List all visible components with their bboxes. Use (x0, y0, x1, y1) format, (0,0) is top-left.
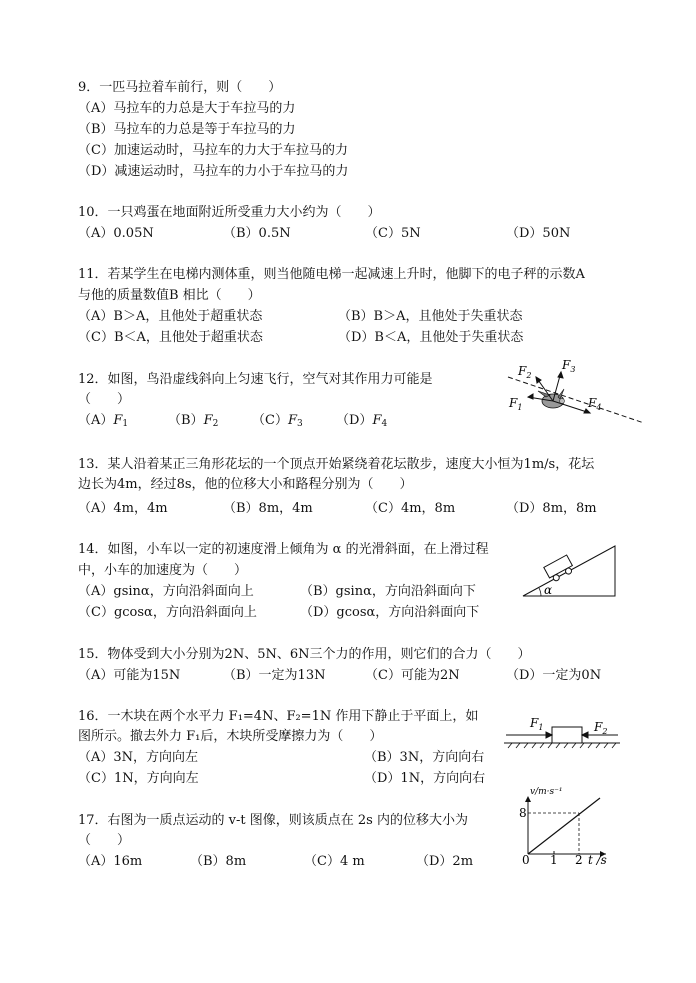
question-11-stem-line-1: 11．若某学生在电梯内测体重，则当他随电梯一起减速上升时，他脚下的电子秤的示数A (78, 267, 585, 282)
question-16-option-c: （C）1N，方向向左 (78, 771, 199, 786)
question-13-option-d: （D）8m，8m (506, 501, 597, 516)
question-12-option-d (336, 413, 387, 432)
question-16-option-d: （D）1N，方向向右 (364, 771, 486, 786)
question-16-stem-line-2: 图所示。撤去外力 F₁后，木块所受摩擦力为（ ） (78, 729, 383, 744)
question-13-stem-line-2: 边长为4m，经过8s，他的位移大小和路程分别为（ ） (78, 477, 413, 492)
question-14-stem-line-2: 中，小车的加速度为（ ） (78, 563, 248, 578)
question-12-stem-cont: （ ） (78, 392, 131, 407)
question-15-option-b: （B）一定为13N (223, 668, 326, 683)
label-f2: $F_2$ (518, 364, 532, 380)
velocity-line (528, 798, 600, 854)
question-15-option-d: （D）一定为0N (506, 668, 602, 683)
question-12-option-c (252, 413, 303, 432)
question-14-option-b: （B）gsinα，方向沿斜面向下 (300, 584, 476, 599)
label-f4: $F_4$ (588, 396, 602, 412)
block-forces-diagram (502, 713, 622, 755)
question-11-option-c: （C）B＜A，且他处于超重状态 (78, 330, 263, 345)
question-10-option-c: （C）5N (365, 226, 421, 241)
force-symbol: F (113, 413, 123, 428)
angle-alpha-label: α (544, 583, 553, 597)
force-subscript: 3 (296, 419, 303, 429)
t-axis-label: t /s (588, 853, 607, 867)
question-15-option-a: （A）可能为15N (78, 668, 181, 683)
cart-icon (544, 555, 575, 583)
question-11-option-d: （D）B＜A，且他处于失重状态 (338, 330, 524, 345)
force-subscript: 2 (212, 419, 219, 429)
question-9-option-c: （C）加速运动时，马拉车的力大于车拉马的力 (78, 143, 348, 158)
question-10-option-a: （A）0.05N (78, 226, 154, 241)
t-tick-2: 2 (575, 853, 583, 867)
question-14-stem-line-1: 14．如图，小车以一定的初速度滑上倾角为 α 的光滑斜面，在上滑过程 (78, 542, 489, 557)
option-prefix: （D） (336, 413, 373, 428)
t-tick-0: 0 (522, 853, 530, 867)
question-11-stem-line-2: 与他的质量数值B 相比（ ） (78, 288, 261, 303)
question-16-option-a: （A）3N，方向向左 (78, 750, 199, 765)
question-9-stem: 9．一匹马拉着车前行，则（ ） (78, 80, 282, 95)
flight-path-dashed-line (508, 377, 644, 423)
incline-cart-diagram (515, 540, 625, 602)
question-11-option-a: （A）B＞A，且他处于超重状态 (78, 309, 263, 324)
question-13-option-b: （B）8m，4m (223, 501, 313, 516)
force-symbol: F (287, 413, 297, 428)
question-17-option-b: （B）8m (190, 854, 247, 869)
question-10-option-b: （B）0.5N (223, 226, 291, 241)
question-9-option-d: （D）减速运动时，马拉车的力小于车拉马的力 (78, 164, 349, 179)
vt-graph (510, 784, 620, 868)
option-prefix: （B） (168, 413, 204, 428)
block-rect (552, 727, 582, 743)
question-17-option-d: （D）2m (416, 854, 474, 869)
question-10-stem: 10．一只鸡蛋在地面附近所受重力大小约为（ ） (78, 205, 381, 220)
ground-hatching (508, 743, 616, 748)
force-symbol: F (372, 413, 382, 428)
question-17-option-a: （A）16m (78, 854, 143, 869)
question-17-stem: 17．右图为一质点运动的 v-t 图像，则该质点在 2s 内的位移大小为 (78, 813, 468, 828)
question-12-option-a (78, 413, 128, 432)
question-10-option-d: （D）50N (506, 226, 571, 241)
force-subscript: 1 (122, 419, 129, 429)
angle-arc (539, 588, 541, 596)
bird-force-diagram (498, 355, 648, 427)
question-13-option-c: （C）4m，8m (365, 501, 456, 516)
question-12-stem: 12．如图，鸟沿虚线斜向上匀速飞行，空气对其作用力可能是 (78, 372, 433, 387)
force-subscript: 4 (381, 419, 388, 429)
force-symbol: F (203, 413, 213, 428)
label-f1: $F_1$ (509, 396, 523, 412)
question-16-stem-line-1: 16．一木块在两个水平力 F₁=4N、F₂=1N 作用下静止于平面上，如 (78, 709, 479, 724)
question-17-stem-cont: （ ） (78, 833, 131, 848)
question-11-option-b: （B）B＞A，且他处于失重状态 (338, 309, 523, 324)
option-prefix: （C） (252, 413, 288, 428)
question-14-option-d: （D）gcosα，方向沿斜面向下 (300, 605, 480, 620)
question-9-option-b: （B）马拉车的力总是等于车拉马的力 (78, 122, 296, 137)
label-f2: $F_2$ (594, 720, 608, 736)
question-16-option-b: （B）3N，方向向右 (364, 750, 485, 765)
question-15-stem: 15．物体受到大小分别为2N、5N、6N三个力的作用，则它们的合力（ ） (78, 647, 531, 662)
question-15-option-c: （C）可能为2N (365, 668, 460, 683)
question-13-option-a: （A）4m，4m (78, 501, 168, 516)
question-14-option-a: （A）gsinα，方向沿斜面向上 (78, 584, 254, 599)
v-axis-label: v/m·s⁻¹ (530, 787, 563, 797)
question-13-stem-line-1: 13．某人沿着某正三角形花坛的一个顶点开始紧绕着花坛散步，速度大小恒为1m/s，花坛 (78, 457, 595, 472)
question-12-option-b (168, 413, 218, 432)
question-14-option-c: （C）gcosα，方向沿斜面向上 (78, 605, 257, 620)
label-f1: $F_1$ (530, 716, 544, 732)
question-17-option-c: （C）4 m (304, 854, 365, 869)
v-tick-8: 8 (519, 806, 527, 820)
question-9-option-a: （A）马拉车的力总是大于车拉马的力 (78, 101, 296, 116)
label-f3: $F_3$ (562, 358, 576, 374)
t-tick-1: 1 (550, 853, 558, 867)
option-prefix: （A） (78, 413, 114, 428)
